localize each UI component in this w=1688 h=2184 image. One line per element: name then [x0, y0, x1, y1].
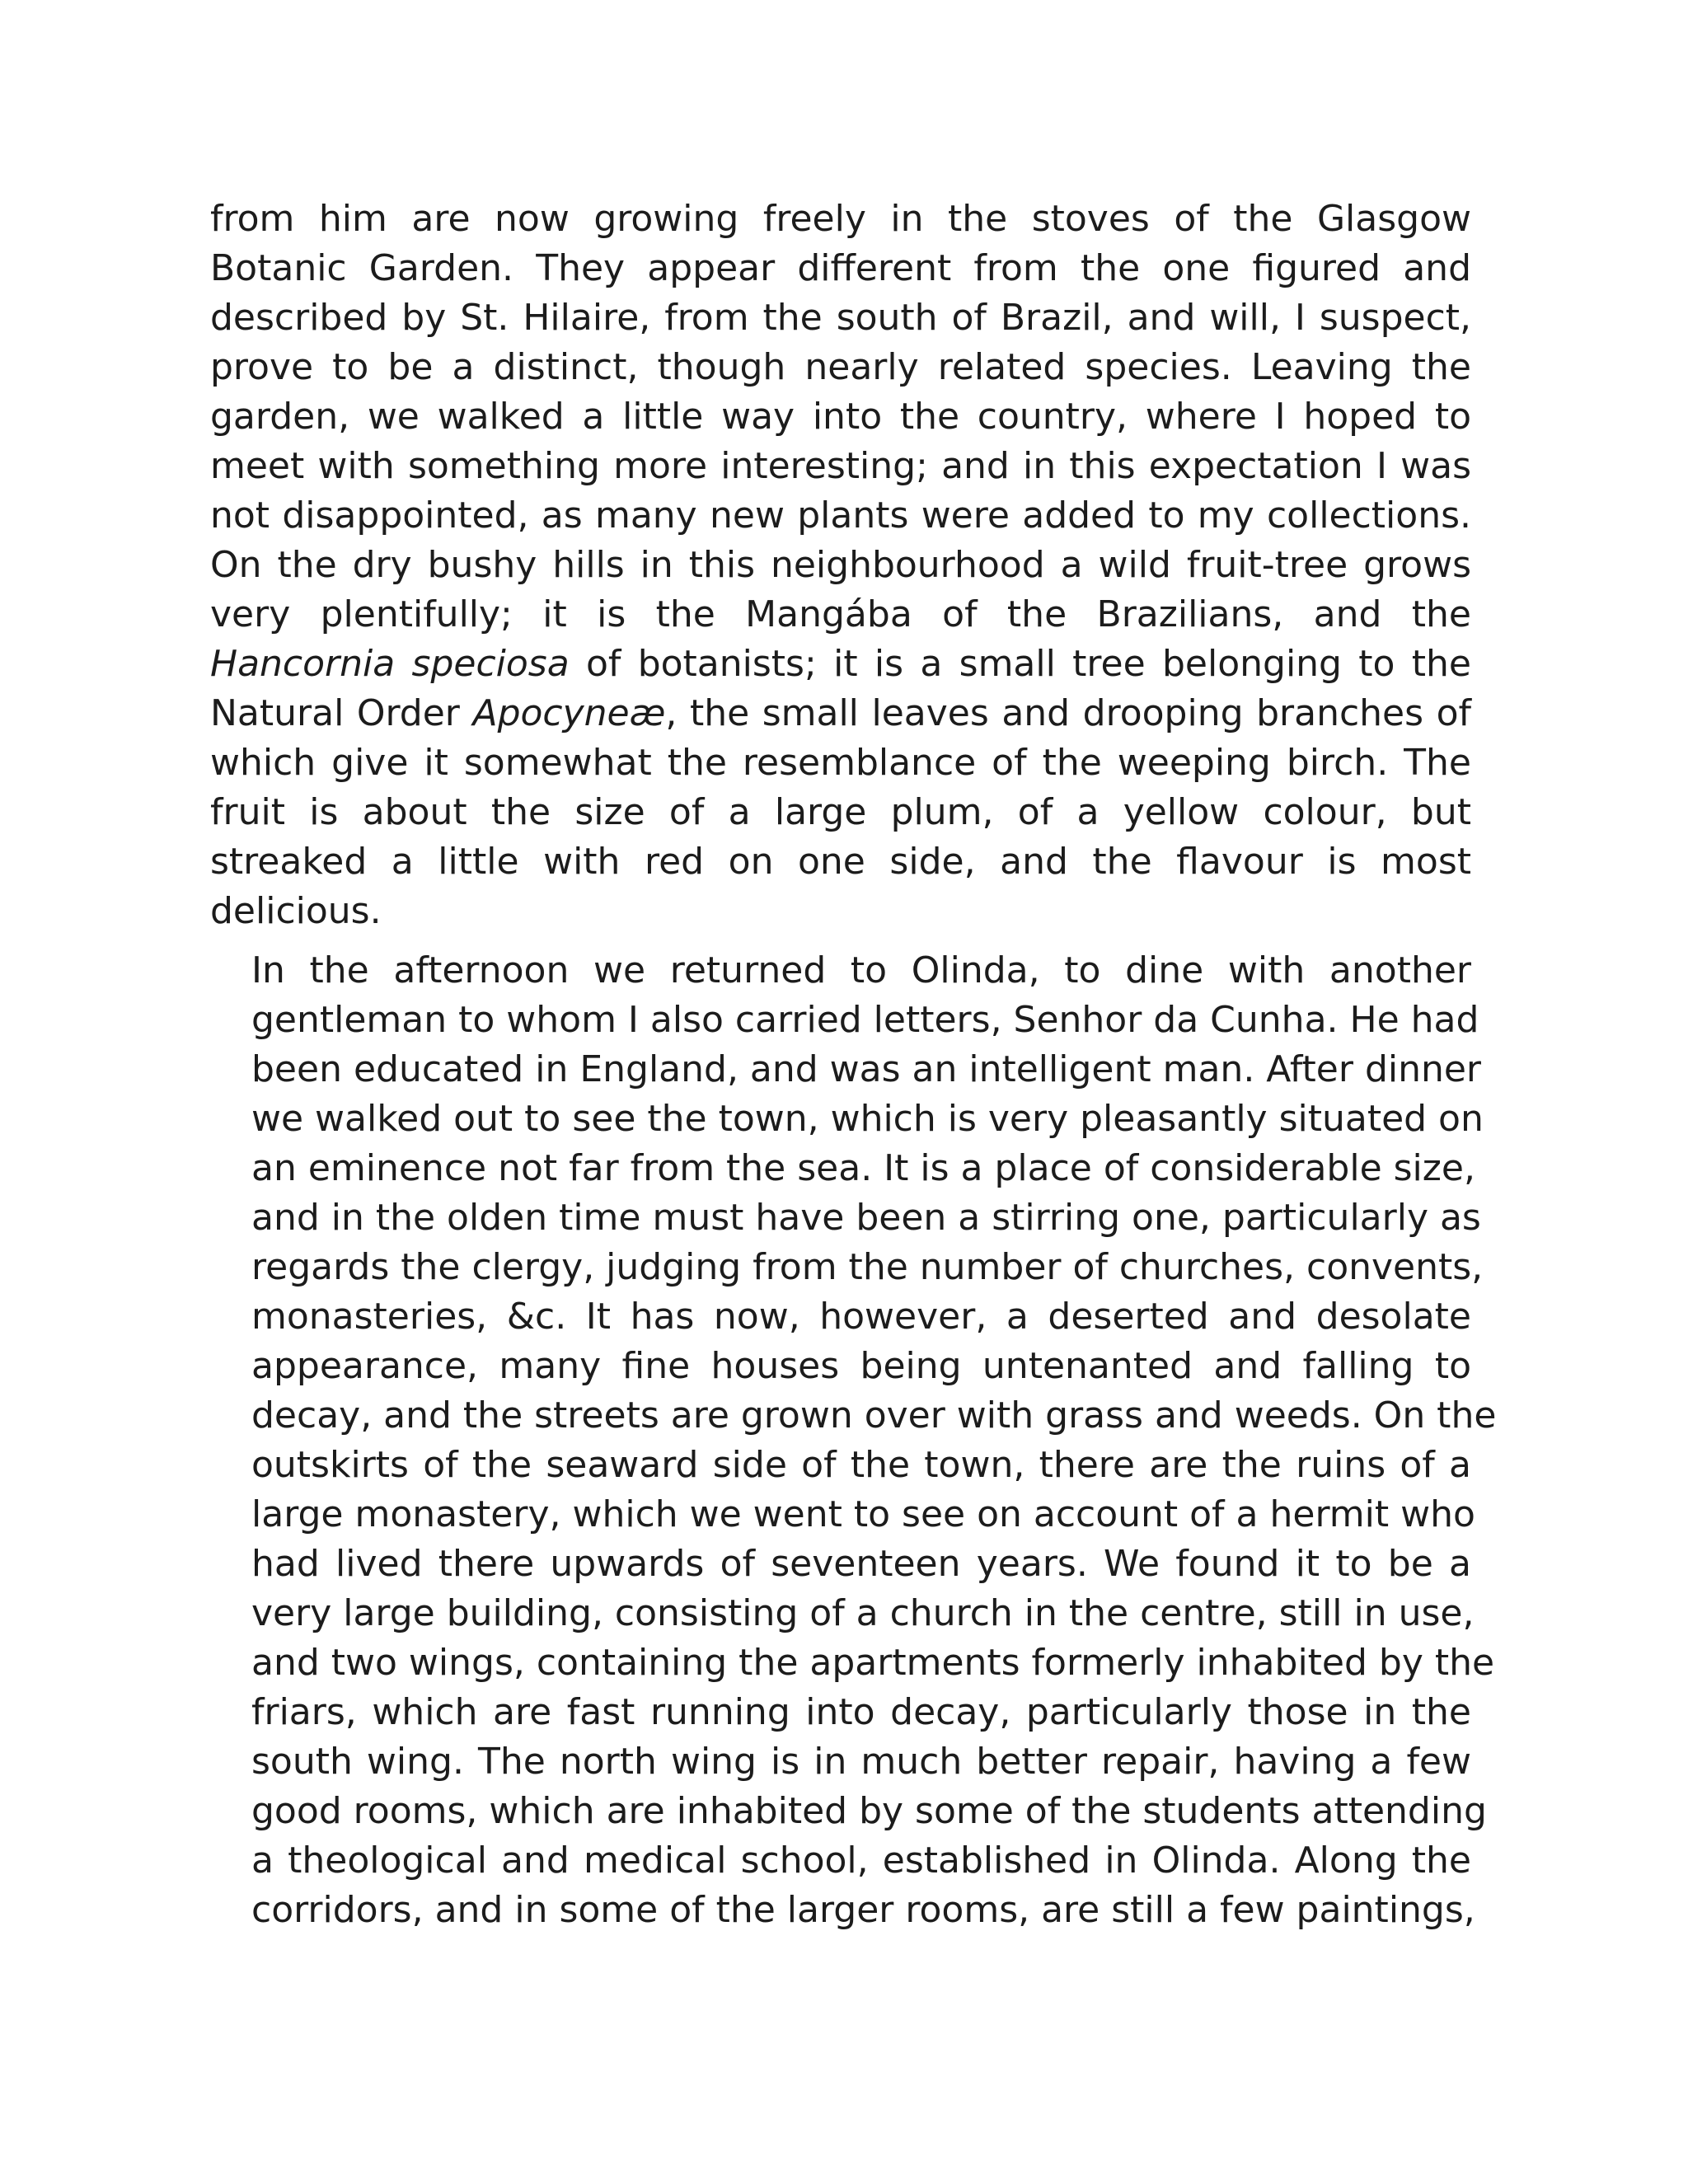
text-run: very plentifully; it is the Mangába of the Brazilians, and the	[210, 593, 1471, 635]
text-line	[210, 1688, 1471, 1737]
text-line	[210, 392, 1471, 442]
text-run: very large building, consisting of a church in the centre, still in use,	[251, 1592, 1475, 1634]
text-line	[210, 788, 1471, 837]
text-line	[210, 541, 1471, 590]
text-run: good rooms, which are inhabited by some of the students attending	[251, 1790, 1487, 1832]
text-line	[210, 1243, 1484, 1292]
text-run: Natural Order	[210, 692, 473, 734]
text-run: appearance, many fine houses being untenanted and falling to	[251, 1345, 1471, 1387]
text-run: a theological and medical school, established in Olinda. Along the	[251, 1840, 1471, 1882]
text-run: and in the olden time must have been a stirring one, particularly as	[251, 1197, 1481, 1239]
text-line	[210, 1787, 1487, 1836]
text-line	[210, 590, 1471, 640]
para-2	[210, 946, 1497, 1935]
text-line	[210, 194, 1471, 244]
text-line	[210, 837, 1471, 887]
text-line	[210, 1490, 1475, 1540]
text-line	[210, 343, 1471, 392]
italic-term: Apocyneæ	[472, 692, 666, 734]
text-run: large monastery, which we went to see on account of a hermit who	[251, 1493, 1475, 1535]
text-run: been educated in England, and was an intelligent man. After dinner	[251, 1048, 1482, 1090]
text-run: meet with something more interesting; and in this expectation I was	[210, 445, 1471, 487]
text-run: south wing. The north wing is in much better repair, having a few	[251, 1741, 1471, 1783]
text-line	[210, 689, 1471, 738]
text-run: of botanists; it is a small tree belonging to the	[569, 643, 1471, 685]
text-run: fruit is about the size of a large plum, of a yellow colour, but	[210, 791, 1471, 833]
text-line	[210, 491, 1471, 541]
text-run: we walked out to see the town, which is very pleasantly situated on	[251, 1098, 1484, 1140]
text-run: delicious.	[210, 890, 382, 932]
text-run: described by St. Hilaire, from the south of Brazil, and will, I suspect,	[210, 297, 1471, 339]
text-line	[210, 1836, 1471, 1886]
text-line	[210, 1886, 1475, 1935]
text-line	[210, 1638, 1495, 1688]
text-line	[210, 996, 1479, 1045]
text-run: and two wings, containing the apartments formerly inhabited by the	[251, 1642, 1495, 1684]
text-line	[210, 1391, 1497, 1441]
text-run: decay, and the streets are grown over with grass and weeds. On the	[251, 1394, 1497, 1436]
text-run: outskirts of the seaward side of the town, there are the ruins of a	[251, 1444, 1471, 1486]
text-line	[210, 887, 1471, 936]
text-run: prove to be a distinct, though nearly related species. Leaving the	[210, 346, 1471, 388]
text-run: streaked a little with red on one side, and the flavour is most	[210, 841, 1471, 883]
text-line	[210, 1193, 1481, 1243]
text-run: monasteries, &c. It has now, however, a deserted and desolate	[251, 1296, 1471, 1338]
text-line	[210, 244, 1471, 293]
text-line	[210, 1094, 1484, 1144]
text-run: On the dry bushy hills in this neighbourhood a wild fruit-tree grows	[210, 544, 1471, 586]
text-line	[210, 1441, 1471, 1490]
text-line	[210, 442, 1471, 491]
text-line	[210, 1589, 1475, 1638]
text-line	[210, 1540, 1471, 1589]
para-1	[210, 194, 1471, 936]
text-line	[210, 1737, 1471, 1787]
text-line	[210, 738, 1471, 788]
italic-term: Hancornia speciosa	[210, 643, 570, 685]
text-run: not disappointed, as many new plants were added to my collections.	[210, 494, 1471, 537]
text-line	[210, 1292, 1471, 1342]
text-run: from him are now growing freely in the stoves of the Glasgow	[210, 198, 1471, 240]
text-line	[210, 1144, 1475, 1193]
text-run: , the small leaves and drooping branches of	[665, 692, 1471, 734]
text-run: garden, we walked a little way into the country, where I hoped to	[210, 396, 1471, 438]
text-run: Botanic Garden. They appear different from the one figured and	[210, 247, 1471, 289]
text-line	[210, 1045, 1482, 1094]
text-run: an eminence not far from the sea. It is a place of considerable size,	[251, 1147, 1475, 1189]
page-body	[210, 194, 1497, 1935]
text-run: which give it somewhat the resemblance of the weeping birch. The	[210, 742, 1471, 784]
text-line	[210, 946, 1471, 996]
text-run: regards the clergy, judging from the number of churches, convents,	[251, 1246, 1484, 1288]
text-run: gentleman to whom I also carried letters, Senhor da Cunha. He had	[251, 999, 1479, 1041]
text-line	[210, 293, 1471, 343]
text-run: corridors, and in some of the larger rooms, are still a few paintings,	[251, 1889, 1475, 1931]
text-run: had lived there upwards of seventeen years. We found it to be a	[251, 1543, 1471, 1585]
text-run: friars, which are fast running into decay, particularly those in the	[251, 1691, 1471, 1733]
text-line	[210, 1342, 1471, 1391]
text-run: In the afternoon we returned to Olinda, to dine with another	[251, 949, 1471, 991]
text-line	[210, 640, 1471, 689]
